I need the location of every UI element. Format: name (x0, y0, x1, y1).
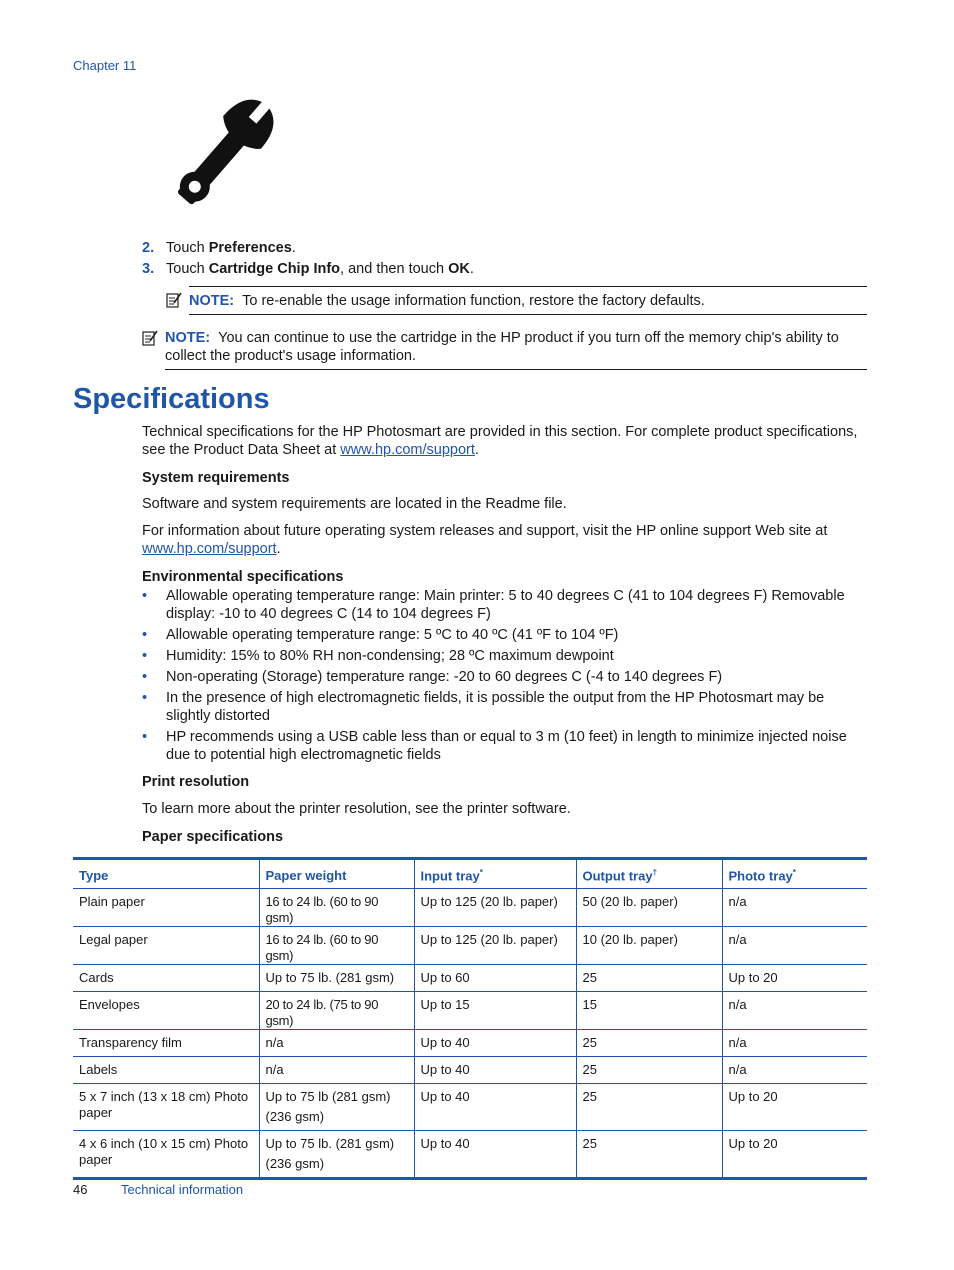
table-cell: n/a (259, 1057, 414, 1084)
column-label: Input tray (420, 868, 480, 884)
bullet-icon: • (142, 669, 148, 685)
support-link[interactable]: www.hp.com/support (142, 541, 277, 557)
step-text: Touch (166, 261, 209, 277)
table-cell: Up to 125 (20 lb. paper) (414, 927, 576, 965)
table-cell: 4 x 6 inch (10 x 15 cm) Photo paper (73, 1131, 259, 1179)
resolution-heading: Print resolution (142, 774, 250, 790)
table-cell: 10 (20 lb. paper) (576, 927, 722, 965)
column-header (722, 859, 867, 889)
step-3 (142, 261, 474, 277)
table-cell: 20 to 24 lb. (75 to 90 gsm) (259, 992, 414, 1030)
table-cell: 25 (576, 1084, 722, 1131)
list-item (142, 728, 868, 764)
table-cell: 50 (20 lb. paper) (576, 889, 722, 927)
table-cell: n/a (722, 1030, 867, 1057)
table-cell: 15 (576, 992, 722, 1030)
note-rule-bottom (189, 314, 867, 315)
chapter-header: Chapter 11 (73, 58, 137, 73)
table-cell: 25 (576, 1131, 722, 1179)
step-text: , and then touch (340, 261, 449, 277)
table-cell: Up to 40 (414, 1057, 576, 1084)
system-p2-end: . (276, 541, 281, 557)
section-title: Specifications (73, 383, 270, 415)
bullet-icon: • (142, 627, 148, 643)
note-label: NOTE: (165, 330, 211, 346)
list-item-text: In the presence of high electromagnetic fields, it is possible the output from the HP Photosmart may be slightly distorted (166, 690, 825, 724)
footnote-mark: * (479, 868, 483, 877)
table-cell: Up to 20 (722, 1084, 867, 1131)
table-row (73, 1057, 867, 1084)
table-header-row (73, 859, 867, 889)
table-cell: 16 to 24 lb. (60 to 90 gsm) (259, 889, 414, 927)
footer-section: Technical information (121, 1182, 244, 1197)
support-link[interactable]: www.hp.com/support (340, 442, 475, 458)
table-cell: Transparency film (73, 1030, 259, 1057)
table-row (73, 1030, 867, 1057)
list-item (142, 668, 868, 686)
step-text: . (291, 240, 296, 256)
table-cell (259, 1084, 414, 1131)
note-2 (165, 329, 867, 365)
table-row (73, 1131, 867, 1179)
column-label: Paper weight (265, 868, 347, 884)
bullet-icon: • (142, 690, 148, 706)
column-header (576, 859, 722, 889)
table-cell: Up to 125 (20 lb. paper) (414, 889, 576, 927)
bullet-icon: • (142, 648, 148, 664)
cell-line: Up to 75 lb (281 gsm) (265, 1089, 391, 1105)
note-rule-bottom (165, 369, 867, 370)
table-cell: 16 to 24 lb. (60 to 90 gsm) (259, 927, 414, 965)
list-item-text: Allowable operating temperature range: 5 ºC to 40 ºC (41 ºF to 104 ºF) (166, 627, 619, 643)
table-cell: n/a (722, 992, 867, 1030)
column-label: Output tray (582, 868, 653, 884)
note-icon (166, 292, 182, 308)
intro-end: . (474, 442, 479, 458)
column-header (414, 859, 576, 889)
table-cell: 5 x 7 inch (13 x 18 cm) Photo paper (73, 1084, 259, 1131)
bullet-icon: • (142, 588, 148, 604)
page-number: 46 (73, 1182, 88, 1197)
step-2 (142, 240, 296, 256)
step-option: OK (448, 261, 470, 277)
section-intro (142, 423, 868, 459)
table-row (73, 927, 867, 965)
table-cell: 25 (576, 1030, 722, 1057)
list-item-text: Non-operating (Storage) temperature range: -20 to 60 degrees C (-4 to 140 degrees F) (166, 669, 723, 685)
table-cell: Up to 20 (722, 965, 867, 992)
table-cell: n/a (722, 889, 867, 927)
step-number: 2. (142, 240, 155, 256)
step-text: Touch (166, 240, 209, 256)
paper-heading: Paper specifications (142, 829, 284, 845)
table-cell: n/a (722, 1057, 867, 1084)
list-item (142, 689, 868, 725)
wrench-icon (160, 90, 290, 214)
table-row (73, 1084, 867, 1131)
resolution-text: To learn more about the printer resolution, see the printer software. (142, 801, 571, 817)
bullet-icon: • (142, 729, 148, 745)
table-cell: Up to 15 (414, 992, 576, 1030)
table-row (73, 992, 867, 1030)
table-cell: 25 (576, 1057, 722, 1084)
list-item-text: Allowable operating temperature range: Main printer: 5 to 40 degrees C (41 to 104 degrees F) Removable display: -10 to 40 degrees C (14 to 104 degrees F) (166, 588, 845, 622)
note-text: To re-enable the usage information function, restore the factory defaults. (242, 293, 705, 309)
table-cell: Envelopes (73, 992, 259, 1030)
environment-list (142, 587, 868, 767)
list-item (142, 587, 868, 623)
cell-line: Up to 75 lb. (281 gsm) (265, 1136, 395, 1152)
list-item-text: HP recommends using a USB cable less than or equal to 3 m (10 feet) in length to minimize injected noise due to potential high electromagnetic fields (166, 729, 847, 763)
list-item (142, 626, 868, 644)
system-p2-text: For information about future operating system releases and support, visit the HP online support Web site at (142, 523, 828, 539)
cell-line: (236 gsm) (265, 1156, 325, 1172)
system-heading: System requirements (142, 470, 290, 486)
footnote-mark: * (792, 868, 796, 877)
table-cell: Cards (73, 965, 259, 992)
table-cell: n/a (722, 927, 867, 965)
note-icon (142, 330, 158, 346)
step-number: 3. (142, 261, 155, 277)
paper-spec-table (73, 857, 867, 1180)
column-header (259, 859, 414, 889)
system-p2 (142, 522, 868, 558)
intro-text: Technical specifications for the HP Photosmart are provided in this section. For complete product specifications, see the Product Data Sheet at (142, 424, 858, 458)
table-cell: Plain paper (73, 889, 259, 927)
step-text: . (469, 261, 474, 277)
table-row (73, 965, 867, 992)
table-row (73, 889, 867, 927)
table-cell: Up to 20 (722, 1131, 867, 1179)
list-item-text: Humidity: 15% to 80% RH non-condensing; 28 ºC maximum dewpoint (166, 648, 614, 664)
table-cell: Up to 40 (414, 1131, 576, 1179)
table-cell (259, 1131, 414, 1179)
table-cell: Up to 75 lb. (281 gsm) (259, 965, 414, 992)
note-1 (189, 292, 705, 310)
column-header (73, 859, 259, 889)
column-label: Photo tray (728, 868, 793, 884)
note-text: You can continue to use the cartridge in the HP product if you turn off the memory chip's ability to collect the product's usage information. (165, 330, 839, 364)
note-label: NOTE: (189, 293, 235, 309)
environment-heading: Environmental specifications (142, 569, 344, 585)
table-cell: n/a (259, 1030, 414, 1057)
step-option: Cartridge Chip Info (208, 261, 341, 277)
column-label: Type (79, 868, 109, 884)
table-cell: Legal paper (73, 927, 259, 965)
table-cell: 25 (576, 965, 722, 992)
table-cell: Up to 60 (414, 965, 576, 992)
table-cell: Labels (73, 1057, 259, 1084)
list-item (142, 647, 868, 665)
cell-line: (236 gsm) (265, 1109, 325, 1125)
footnote-mark: † (652, 868, 658, 877)
step-option: Preferences (208, 240, 292, 256)
system-p1: Software and system requirements are located in the Readme file. (142, 496, 567, 512)
table-cell: Up to 40 (414, 1084, 576, 1131)
note-rule-top (189, 286, 867, 287)
table-cell: Up to 40 (414, 1030, 576, 1057)
